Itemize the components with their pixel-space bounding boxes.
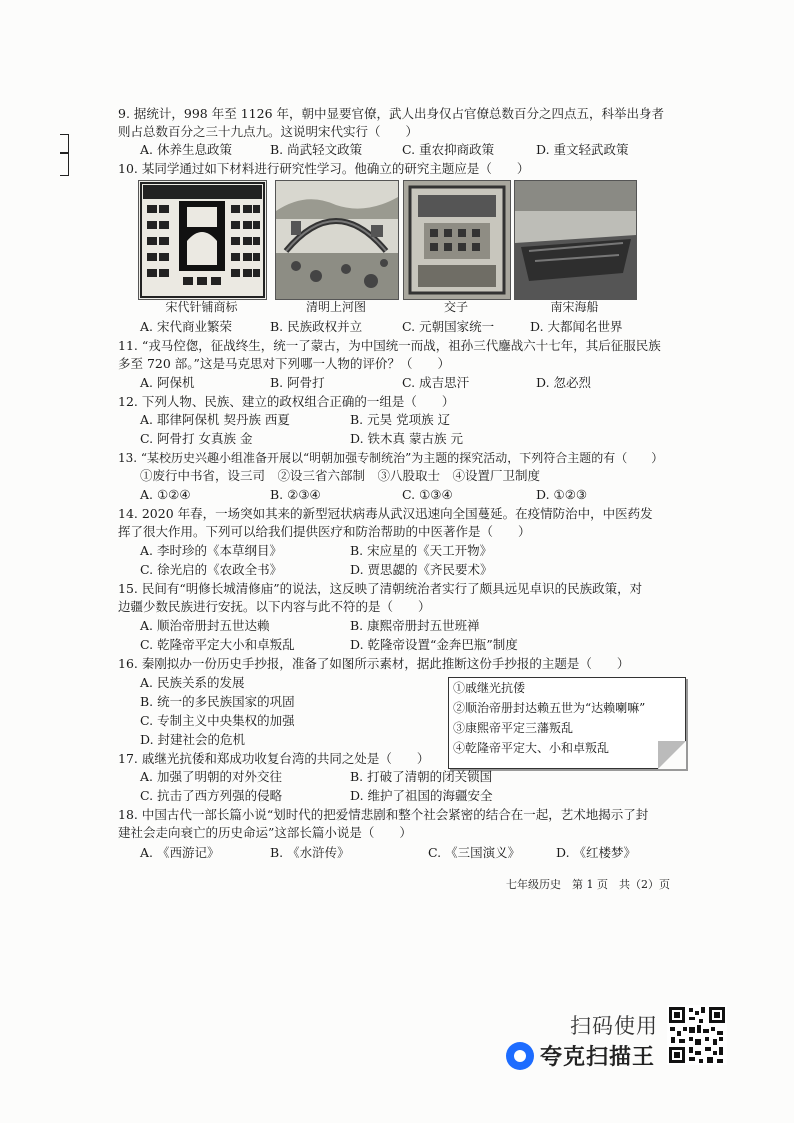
q17-option-b: B. 打破了清朝的闭关锁国 (350, 769, 493, 784)
q9-stem-line1: 9. 据统计，998 年至 1126 年，朝中显要官僚，武人出身仅占官僚总数百分之四点五，科举出身者 (118, 106, 664, 121)
q11-option-d: D. 忽必烈 (536, 375, 592, 390)
q15-stem-line1: 15. 民间有“明修长城清修庙”的说法，这反映了清朝统治者实行了颇具远见卓识的民族政策，对 (118, 581, 643, 596)
caption-qingming: 清明上河图 (305, 300, 366, 314)
q16-option-c: C. 专制主义中央集权的加强 (140, 713, 295, 728)
qr-code-icon[interactable] (667, 1005, 727, 1065)
q17-option-d: D. 维护了祖国的海疆安全 (350, 788, 493, 803)
q18-stem-line1: 18. 中国古代一部长篇小说“划时代的把爱情悲剧和整个社会紧密的结合在一起，艺术地揭示了封 (118, 807, 649, 822)
scan-to-use-label: 扫码使用 (570, 1014, 658, 1038)
q12-option-b: B. 元昊 党项族 辽 (350, 412, 451, 427)
scanner-brand (506, 1040, 655, 1071)
q9-option-a: A. 休养生息政策 (140, 142, 232, 157)
page-footer: 七年级历史 第 1 页 共（2）页 (506, 878, 670, 891)
qingming-river-painting-image (275, 180, 399, 300)
q12-option-a: A. 耶律阿保机 契丹族 西夏 (140, 412, 290, 427)
q14-option-b: B. 宋应星的《天工开物》 (350, 543, 493, 558)
q15-option-a: A. 顺治帝册封五世达赖 (140, 618, 270, 633)
q10-option-c: C. 元朝国家统一 (402, 319, 495, 334)
brand-logo-icon (506, 1042, 534, 1070)
note-item-4: ④乾隆帝平定大、小和卓叛乱 (453, 741, 610, 755)
q11-option-b: B. 阿骨打 (270, 375, 325, 390)
jiaozi-banknote-image (403, 180, 511, 300)
q12-option-d: D. 铁木真 蒙古族 元 (350, 431, 463, 446)
note-item-2: ②顺治帝册封达赖五世为“达赖喇嘛” (453, 701, 646, 715)
q13-option-b: B. ②③④ (270, 487, 321, 502)
q11-stem-line2: 多至 720 部。”这是马克思对下列哪一人物的评价？（ ） (118, 356, 450, 371)
q18-option-d: D. 《红楼梦》 (556, 845, 637, 860)
q12-option-c: C. 阿骨打 女真族 金 (140, 431, 253, 446)
q17-option-a: A. 加强了明朝的对外交往 (140, 769, 282, 784)
q13-stem-line1: 13. “某校历史兴趣小组准备开展以“明朝加强专制统治”为主题的探究活动，下列符合主题的有（ ） (118, 451, 664, 465)
song-needle-shop-trademark-image (138, 180, 267, 300)
q13-stem-line2: ①废行中书省，设三司 ②设三省六部制 ③八股取士 ④设置厂卫制度 (140, 468, 541, 483)
q14-option-d: D. 贾思勰的《齐民要术》 (350, 562, 493, 577)
q18-option-a: A. 《西游记》 (140, 845, 220, 860)
q16-option-b: B. 统一的多民族国家的巩固 (140, 694, 295, 709)
q17-option-c: C. 抗击了西方列强的侵略 (140, 788, 283, 803)
q13-option-d: D. ①②③ (536, 487, 588, 502)
caption-trademark: 宋代针铺商标 (165, 300, 238, 314)
q9-option-b: B. 尚武轻文政策 (270, 142, 363, 157)
note-item-1: ①戚继光抗倭 (453, 681, 526, 695)
q9-option-d: D. 重文轻武政策 (536, 142, 629, 157)
q15-option-c: C. 乾隆帝平定大小和卓叛乱 (140, 637, 295, 652)
q10-stem: 10. 某同学通过如下材料进行研究性学习。他确立的研究主题应是（ ） (118, 161, 530, 176)
q9-stem-line2: 则占总数百分之三十九点九。这说明宋代实行（ ） (118, 124, 419, 139)
q11-option-c: C. 成吉思汗 (402, 375, 470, 390)
southern-song-ship-image (514, 180, 637, 300)
q18-stem-line2: 建社会走向衰亡的历史命运”这部长篇小说是（ ） (118, 825, 412, 840)
q10-option-d: D. 大都闻名世界 (530, 319, 623, 334)
q11-stem-line1: 11. “戎马倥偬，征战终生，统一了蒙古，为中国统一而战，祖孙三代鏖战六十七年，其后征服民族 (118, 338, 661, 353)
q13-option-c: C. ①③④ (402, 487, 453, 502)
q15-option-d: D. 乾隆帝设置“金奔巴瓶”制度 (350, 637, 518, 652)
q17-stem: 17. 戚继光抗倭和郑成功收复台湾的共同之处是（ ） (118, 751, 430, 766)
caption-ship: 南宋海船 (550, 300, 599, 314)
q18-option-b: B. 《水浒传》 (270, 845, 350, 860)
page-fold-icon (658, 741, 686, 769)
q9-option-c: C. 重农抑商政策 (402, 142, 495, 157)
q18-option-c: C. 《三国演义》 (428, 845, 521, 860)
q15-stem-line2: 边疆少数民族进行安抚。以下内容与此不符的是（ ） (118, 599, 431, 614)
caption-jiaozi: 交子 (443, 300, 468, 314)
binding-mark-bottom (60, 152, 69, 176)
q16-stem: 16. 秦刚拟办一份历史手抄报，准备了如图所示素材，据此推断这份手抄报的主题是（ ） (118, 656, 630, 671)
q11-option-a: A. 阿保机 (140, 375, 195, 390)
q16-option-a: A. 民族关系的发展 (140, 675, 245, 690)
brand-name: 夸克扫描王 (540, 1045, 656, 1070)
q16-material-note (448, 677, 686, 769)
q10-option-b: B. 民族政权并立 (270, 319, 363, 334)
q16-option-d: D. 封建社会的危机 (140, 732, 246, 747)
note-item-3: ③康熙帝平定三藩叛乱 (453, 721, 574, 735)
q14-stem-line2: 挥了很大作用。下列可以给我们提供医疗和防治帮助的中医著作是（ ） (118, 524, 531, 539)
q12-stem: 12. 下列人物、民族、建立的政权组合正确的一组是（ ） (118, 394, 455, 409)
q13-option-a: A. ①②④ (140, 487, 191, 502)
binding-mark-top (60, 134, 69, 154)
q14-stem-line1: 14. 2020 年春，一场突如其来的新型冠状病毒从武汉迅速向全国蔓延。在疫情防治中，中医药发 (118, 506, 653, 521)
q15-option-b: B. 康熙帝册封五世班禅 (350, 618, 480, 633)
q14-option-a: A. 李时珍的《本草纲目》 (140, 543, 282, 558)
q10-option-a: A. 宋代商业繁荣 (140, 319, 232, 334)
q14-option-c: C. 徐光启的《农政全书》 (140, 562, 283, 577)
